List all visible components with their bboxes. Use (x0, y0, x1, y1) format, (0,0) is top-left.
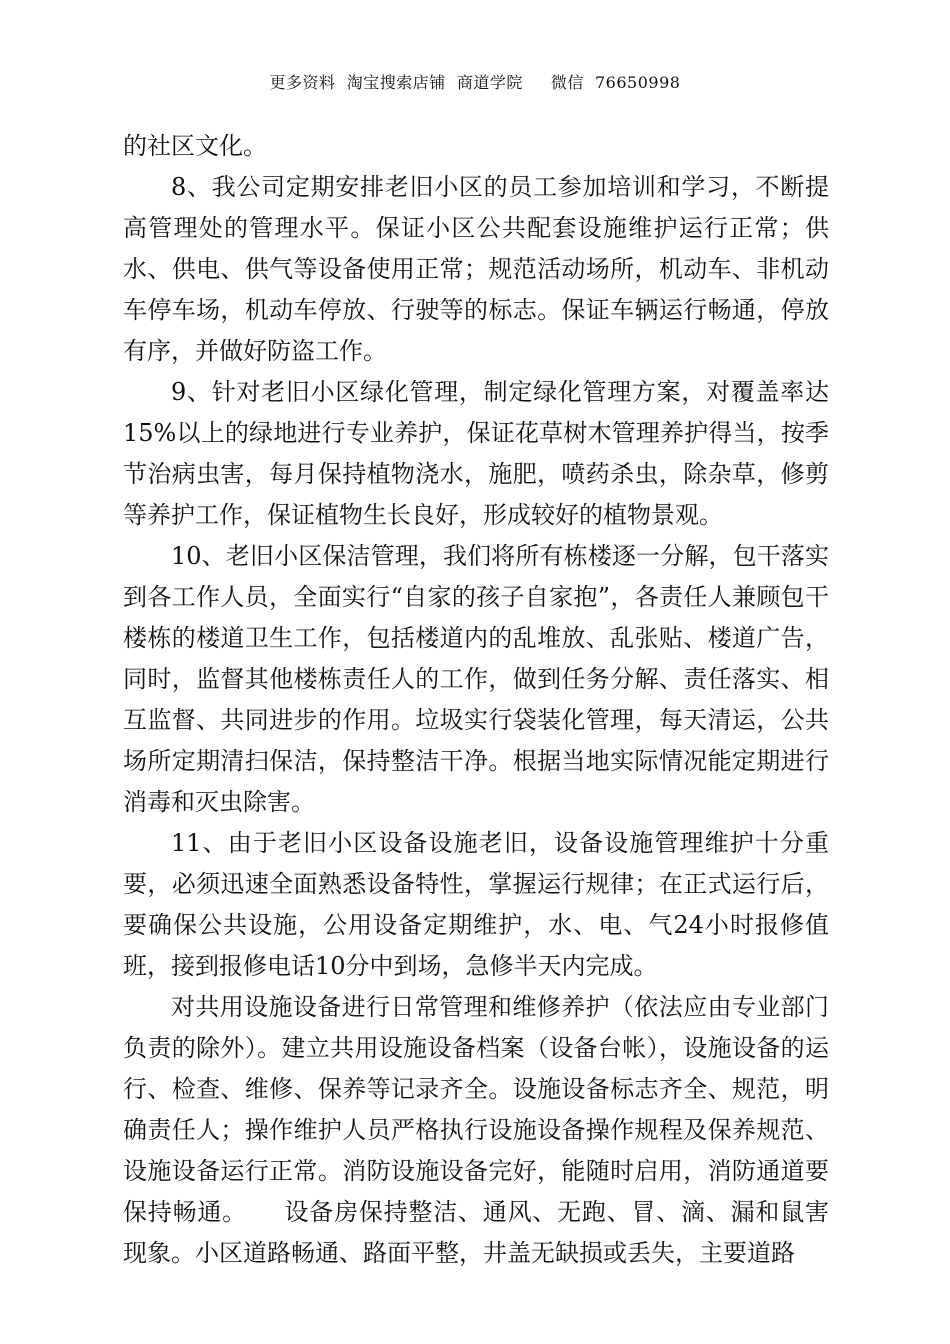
paragraph-item-10: 10、老旧小区保洁管理，我们将所有栋楼逐一分解，包干落实到各工作人员，全面实行“自家的孩子自家抱”，各责任人兼顾包干楼栋的楼道卫生工作，包括楼道内的乱堆放、乱张贴、楼道广告，同时，监督其他楼栋责任人的工作，做到任务分解、责任落实、相互监督、共同进步的作用。垃圾实行袋装化管理，每天清运，公共场所定期清扫保洁，保持整洁干净。根据当地实际情况能定期进行消毒和灭虫除害。 (123, 542, 829, 816)
paragraph-item-9: 9、针对老旧小区绿化管理，制定绿化管理方案，对覆盖率达15%以上的绿地进行专业养护，保证花草树木管理养护得当，按季节治病虫害，每月保持植物浇水，施肥，喷药杀虫，除杂草，修剪等养护工作，保证植物生长良好，形成较好的植物景观。 (123, 378, 829, 529)
document-body (123, 126, 829, 1274)
paragraph-item-8: 8、我公司定期安排老旧小区的员工参加培训和学习，不断提高管理处的管理水平。保证小区公共配套设施维护运行正常；供水、供电、供气等设备使用正常；规范活动场所，机动车、非机动车停车场，机动车停放、行驶等的标志。保证车辆运行畅通，停放有序，并做好防盗工作。 (123, 173, 829, 365)
paragraph-item-11: 11、由于老旧小区设备设施老旧，设备设施管理维护十分重要，必须迅速全面熟悉设备特性，掌握运行规律；在正式运行后，要确保公共设施，公用设备定期维护，水、电、气24小时报修值班，接到报修电话10分中到场，急修半天内完成。 (123, 829, 829, 980)
page-header: 更多资料 淘宝搜索店铺 商道学院 微信 76650998 (269, 73, 681, 92)
paragraph-facilities-maintenance: 对共用设施设备进行日常管理和维修养护（依法应由专业部门负责的除外）。建立共用设施设备档案（设备台帐），设施设备的运行、检查、维修、保养等记录齐全。设施设备标志齐全、规范，明确责任人；操作维护人员严格执行设施设备操作规程及保养规范、设施设备运行正常。消防设施设备完好，能随时启用，消防通道要保持畅通。 设备房保持整洁、通风、无跑、冒、滴、漏和鼠害现象。小区道路畅通、路面平整，井盖无缺损或丢失，主要道路 (123, 993, 829, 1267)
paragraph-continuation: 的社区文化。 (123, 132, 267, 160)
